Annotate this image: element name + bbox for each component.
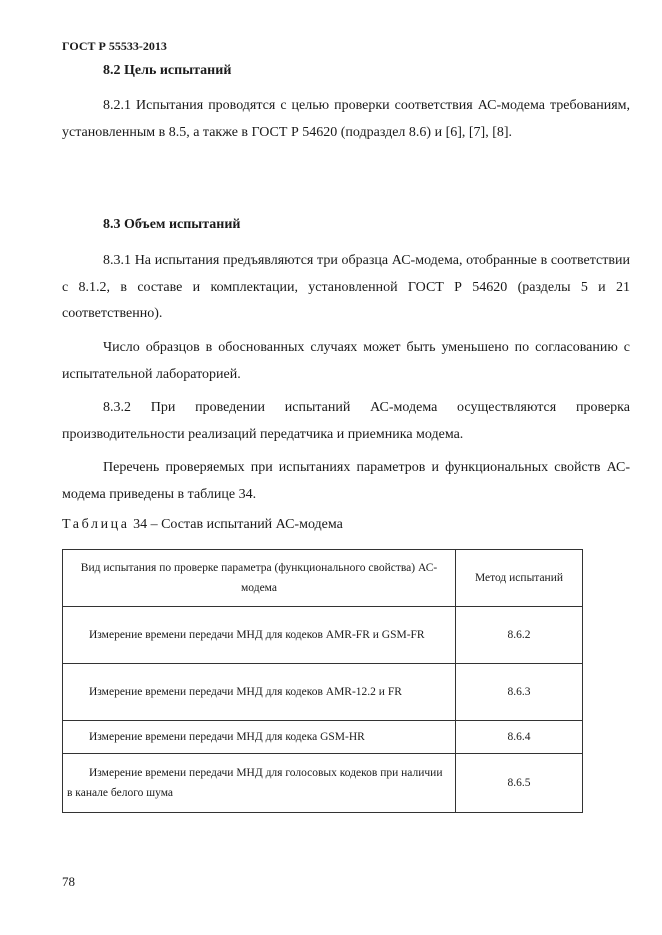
- table-row: [63, 721, 583, 754]
- column-header-test-type: Вид испытания по проверке параметра (функционального свойства) АС-модема: [63, 550, 456, 607]
- table-cell-method: 8.6.4: [456, 721, 583, 754]
- table-row: [63, 664, 583, 721]
- paragraph-8-3-2: 8.3.2 При проведении испытаний АС-модема осуществляются проверка производительности реализаций передатчика и приемника модема.: [62, 400, 630, 442]
- section-heading-8-3: 8.3 Объем испытаний: [103, 217, 241, 232]
- table-caption-text: 34 – Состав испытаний АС-модема: [129, 517, 343, 532]
- table-cell-method: 8.6.2: [456, 607, 583, 664]
- page-number: 78: [62, 874, 75, 889]
- test-composition-table: [62, 549, 583, 813]
- paragraph-8-2-1: 8.2.1 Испытания проводятся с целью проверки соответствия АС-модема требованиям, установленным в 8.5, а также в ГОСТ Р 54620 (подраздел 8.6) и [6], [7], [8].: [62, 98, 630, 140]
- table-cell-test-type: Измерение времени передачи МНД для кодеков AMR-12.2 и FR: [63, 664, 456, 721]
- table-cell-test-type: Измерение времени передачи МНД для кодека GSM-HR: [63, 721, 456, 754]
- table-caption: [62, 517, 343, 533]
- paragraph-parameter-list: Перечень проверяемых при испытаниях параметров и функциональных свойств АС-модема приведены в таблице 34.: [62, 460, 630, 502]
- table-cell-test-type: Измерение времени передачи МНД для голосовых кодеков при наличии в канале белого шума: [63, 754, 456, 813]
- table-row: [63, 754, 583, 813]
- paragraph-8-3-1: 8.3.1 На испытания предъявляются три образца АС-модема, отобранные в соответствии с 8.1.2, в составе и комплектации, установленной ГОСТ Р 54620 (разделы 5 и 21 соответственно).: [62, 253, 630, 321]
- section-heading-8-2: 8.2 Цель испытаний: [103, 63, 232, 78]
- table-cell-method: 8.6.3: [456, 664, 583, 721]
- table-header-row: [63, 550, 583, 607]
- table-cell-test-type: Измерение времени передачи МНД для кодеков AMR-FR и GSM-FR: [63, 607, 456, 664]
- paragraph-sample-count: Число образцов в обоснованных случаях может быть уменьшено по согласованию с испытательной лабораторией.: [62, 340, 630, 382]
- table-cell-method: 8.6.5: [456, 754, 583, 813]
- column-header-method: Метод испытаний: [456, 550, 583, 607]
- document-header: ГОСТ Р 55533-2013: [62, 39, 167, 53]
- table-row: [63, 607, 583, 664]
- table-caption-prefix: Таблица: [62, 517, 130, 532]
